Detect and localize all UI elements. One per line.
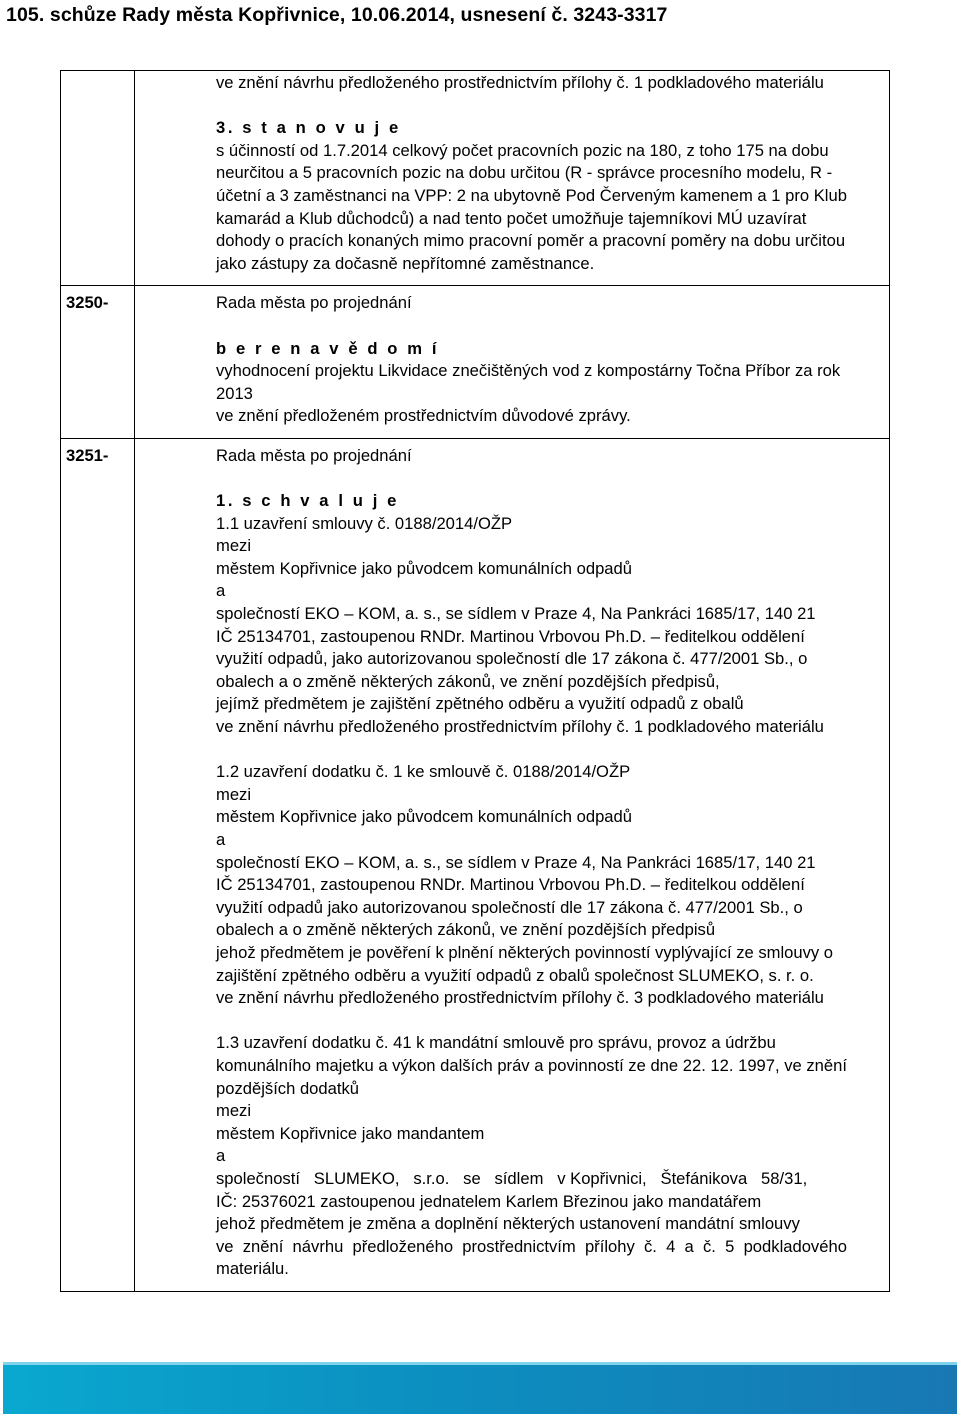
text-line: městem Kopřivnice jako původcem komunálních odpadů [216, 807, 632, 827]
text-line: IČ 25134701, zastoupenou RNDr. Martinou Vrbovou Ph.D. – ředitelkou oddělení [216, 626, 805, 646]
text-line: a [216, 581, 226, 601]
resolution-keyword: b e r e n a v ě d o m í [216, 338, 440, 358]
text-line: společností EKO – KOM, a. s., se sídlem v Praze 4, Na Pankráci 1685/17, 140 21 [216, 852, 816, 872]
table-row [61, 71, 890, 286]
text-line: 1.2 uzavření dodatku č. 1 ke smlouvě č. 0188/2014/OŽP [216, 762, 631, 782]
resolution-number-cell [61, 71, 135, 286]
resolution-number: 3251- [61, 438, 135, 1291]
resolution-body [135, 71, 890, 286]
text-line: jejímž předmětem je zajištění zpětného odběru a využití odpadů z obalů [216, 694, 744, 714]
table-row [61, 286, 890, 439]
resolutions-table [60, 70, 890, 1292]
text-line: vyhodnocení projektu Likvidace znečištěných vod z kompostárny Točna Příbor za rok [216, 361, 841, 381]
text-line: s účinností od 1.7.2014 celkový počet pracovních pozic na 180, z toho 175 na dobu [216, 140, 829, 160]
text-line: materiálu. [216, 1259, 289, 1279]
text-line: ve znění návrhu předloženého prostřednictvím přílohy č. 3 podkladového materiálu [216, 988, 824, 1008]
blank-line [216, 95, 885, 118]
text-line: komunálního majetku a výkon dalších práv a povinností ze dne 22. 12. 1997, ve znění [216, 1055, 847, 1075]
page-header: 105. schůze Rady města Kopřivnice, 10.06.2014, usnesení č. 3243-3317 [6, 4, 668, 26]
text-line: městem Kopřivnice jako původcem komunálních odpadů [216, 558, 632, 578]
text-line: a [216, 830, 226, 849]
text-line: zajištění zpětného odběru a využití odpadů z obalů společnost SLUMEKO, s. r. o. [216, 965, 814, 985]
text-line: 1.1 uzavření smlouvy č. 0188/2014/OŽP [216, 513, 513, 533]
text-line: IČ: 25376021 zastoupenou jednatelem Karlem Březinou jako mandatářem [216, 1191, 762, 1211]
text-line: obalech a o změně některých zákonů, ve znění pozdějších předpisů [216, 920, 716, 940]
text-line: IČ 25134701, zastoupenou RNDr. Martinou Vrbovou Ph.D. – ředitelkou oddělení [216, 875, 805, 895]
text-line: jehož předmětem je změna a doplnění některých ustanovení mandátní smlouvy [216, 1214, 800, 1234]
text-line: jehož předmětem je pověření k plnění některých povinností vyplývající ze smlouvy o [216, 942, 834, 962]
text-line: pozdějších dodatků [216, 1078, 359, 1098]
resolution-keyword: 1. s c h v a l u j e [216, 491, 399, 511]
text-line: společností EKO – KOM, a. s., se sídlem v Praze 4, Na Pankráci 1685/17, 140 21 [216, 604, 816, 624]
footer-stripe [3, 1362, 957, 1365]
text-line: mezi [216, 784, 252, 804]
resolution-keyword: 3. s t a n o v u j e [216, 118, 401, 138]
resolution-number: 3250- [61, 286, 135, 439]
text-line: ve znění návrhu předloženého prostřednictvím přílohy č. 1 podkladového materiálu [216, 717, 824, 737]
text-line: neurčitou a 5 pracovních pozic na dobu určitou (R - správce procesního modelu, R - [216, 163, 833, 183]
text-line: 1.3 uzavření dodatku č. 41 k mandátní smlouvě pro správu, provoz a údržbu [216, 1033, 776, 1053]
text-line: ve znění předloženém prostřednictvím důvodové zprávy. [216, 406, 631, 426]
text-line: dohody o pracích konaných mimo pracovní poměr a pracovní poměry na dobu určitou [216, 231, 846, 251]
footer-banner [3, 1362, 957, 1414]
blank-line [216, 315, 885, 338]
text-line: 2013 [216, 383, 253, 403]
text-line: kamarád a Klub důchodců) a nad tento počet umožňuje tajemníkovi MÚ uzavírat [216, 208, 807, 228]
text-line: mezi [216, 1101, 252, 1121]
resolution-intro: Rada města po projednání [216, 293, 412, 313]
resolution-body [135, 438, 890, 1291]
blank-line [216, 1010, 885, 1033]
text-line: využití odpadů jako autorizovanou společností dle 17 zákona č. 477/2001 Sb., o [216, 897, 803, 917]
table-row [61, 438, 890, 1291]
resolution-body [135, 286, 890, 439]
text-line: jako zástupy za dočasně nepřítomné zaměstnance. [216, 253, 595, 273]
text-line: a [216, 1146, 226, 1166]
text-line: ve znění návrhu předloženého prostřednictvím přílohy č. 1 podkladového materiálu [216, 73, 824, 92]
blank-line [216, 468, 885, 491]
resolution-intro: Rada města po projednání [216, 445, 412, 465]
text-line: městem Kopřivnice jako mandantem [216, 1123, 485, 1143]
blank-line [216, 739, 885, 762]
text-line: využití odpadů, jako autorizovanou společností dle 17 zákona č. 477/2001 Sb., o [216, 649, 808, 669]
text-line: účetní a 3 zaměstnanci na VPP: 2 na ubytovně Pod Červeným kamenem a 1 pro Klub [216, 185, 847, 205]
text-line: ve znění návrhu předloženého prostřednictvím přílohy č. 4 a č. 5 podkladového [216, 1236, 847, 1256]
text-line: obalech a o změně některých zákonů, ve znění pozdějších předpisů, [216, 671, 720, 691]
text-line: mezi [216, 536, 252, 556]
text-line: společností SLUMEKO, s.r.o. se sídlem v Kopřivnici, Štefánikova 58/31, [216, 1168, 808, 1188]
